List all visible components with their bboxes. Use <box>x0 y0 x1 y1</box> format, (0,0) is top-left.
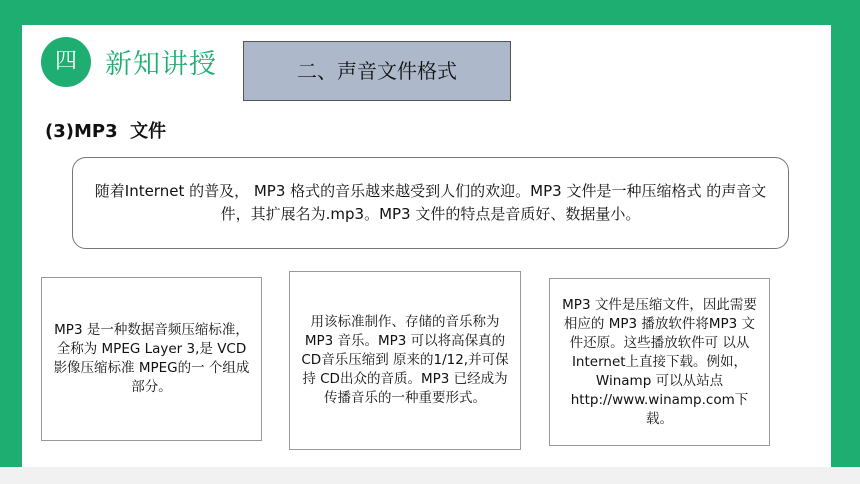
card-text: MP3 文件是压缩文件，因此需要相应的 MP3 播放软件将MP3 文件还原。这些播放软件可 以从 Internet上直接下载。例如，Winamp 可以从站点http://www.winamp.com下载。 <box>562 296 757 427</box>
intro-text: 随着Internet 的普及， MP3 格式的音乐越来越受到人们的欢迎。MP3 文件是一种压缩格式 的声音文件，其扩展名为.mp3。MP3 文件的特点是音质好、数据量小。 <box>94 182 767 223</box>
footer-strip <box>0 467 860 484</box>
info-card-standard <box>41 277 262 441</box>
info-card-music <box>289 271 521 450</box>
slide-heading: 二、声音文件格式 <box>243 41 511 101</box>
info-card-player <box>549 278 770 446</box>
intro-box <box>72 157 789 249</box>
section-label: 新知讲授 <box>105 49 217 80</box>
section-number-badge: 四 <box>41 37 91 87</box>
subtitle: (3)MP3 文件 <box>45 121 167 142</box>
card-text: MP3 是一种数据音频压缩标准，全称为 MPEG Layer 3,是 VCD影像压缩标准 MPEG的一 个组成部分。 <box>53 322 250 395</box>
card-text: 用该标准制作、存储的音乐称为MP3 音乐。MP3 可以将高保真的 CD音乐压缩到 原来的1/12,并可保持 CD出众的音质。MP3 已经成为传播音乐的一种重要形式。 <box>301 314 509 406</box>
